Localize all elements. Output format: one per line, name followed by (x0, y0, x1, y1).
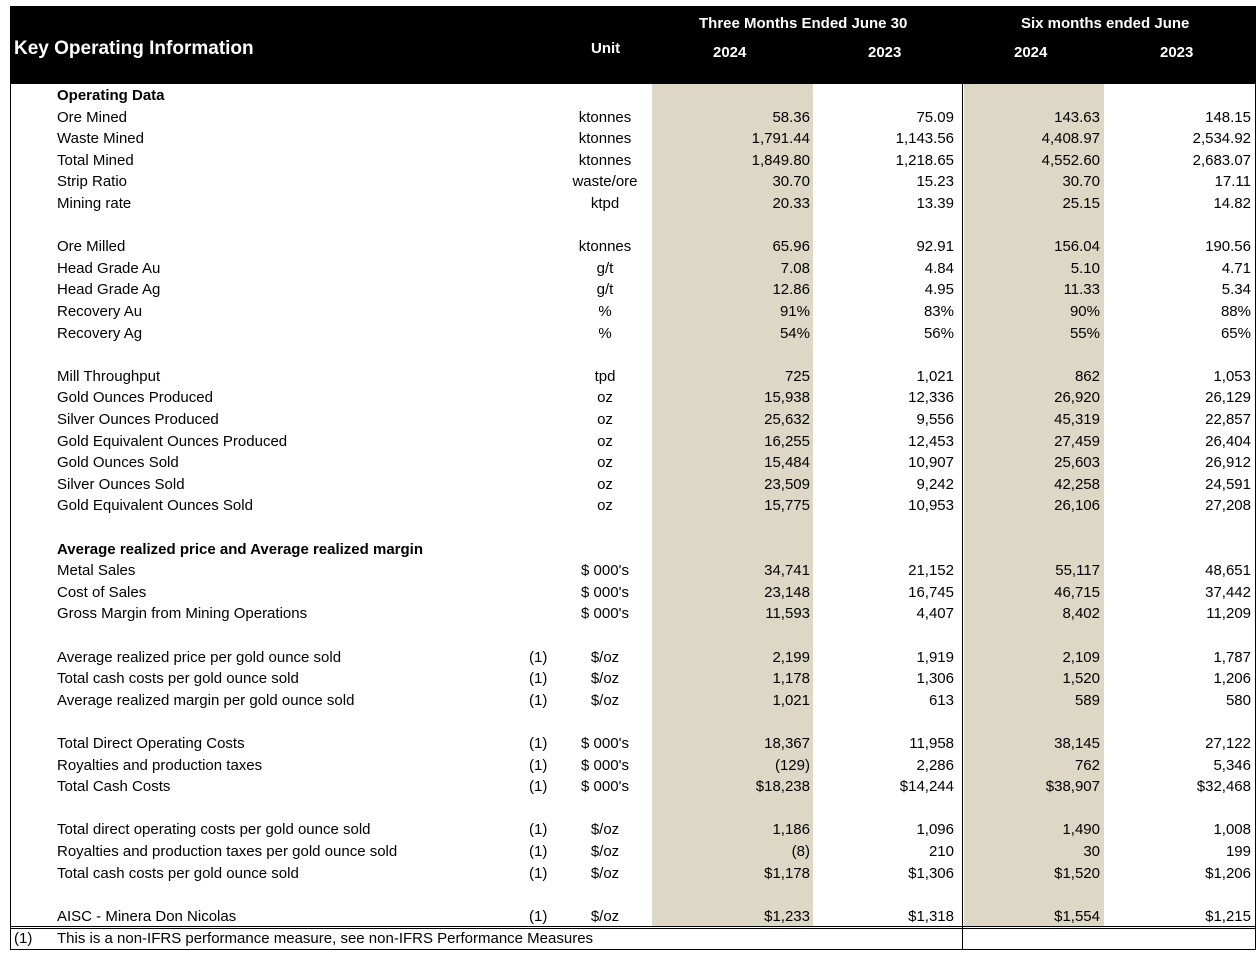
value-h-2023: 65% (1220, 324, 1251, 342)
value-h-2024: 30.70 (1062, 173, 1100, 191)
value-h-2024: 5.10 (1070, 259, 1100, 277)
value-q-2024: 1,849.80 (751, 151, 810, 169)
table-row (0, 366, 1257, 387)
table-row (0, 452, 1257, 473)
row-unit: ktonnes (578, 130, 632, 148)
value-q-2024: 58.36 (772, 108, 810, 126)
row-label: Ore Milled (57, 238, 126, 256)
row-label: Total Cash Costs (57, 778, 171, 796)
value-q-2023: 75.09 (916, 108, 954, 126)
table-row (0, 128, 1257, 149)
row-unit: oz (597, 497, 613, 515)
table-row (0, 560, 1257, 581)
value-h-2024: $38,907 (1045, 778, 1100, 796)
value-q-2023: 1,218.65 (895, 151, 954, 169)
table-row (0, 668, 1257, 689)
value-q-2024: 7.08 (780, 259, 810, 277)
value-q-2023: 92.91 (916, 238, 954, 256)
value-h-2023: 1,206 (1213, 670, 1251, 688)
value-q-2024: 16,255 (764, 432, 810, 450)
value-h-2023: 26,912 (1205, 454, 1251, 472)
value-q-2023: 9,556 (916, 411, 954, 428)
row-label: Gold Ounces Produced (57, 389, 213, 407)
row-footnote-ref: (1) (529, 821, 548, 839)
value-h-2024: 25,603 (1054, 454, 1100, 472)
value-q-2024: 15,484 (764, 454, 810, 472)
value-q-2023: 83% (923, 303, 954, 320)
row-label: Total cash costs per gold ounce sold (57, 864, 299, 882)
row-label: Total Mined (57, 151, 134, 169)
value-q-2023: 613 (928, 691, 954, 709)
row-unit: $/oz (590, 864, 620, 882)
row-unit: oz (597, 432, 613, 450)
value-q-2024: 54% (779, 324, 810, 342)
value-q-2023: 4.95 (924, 281, 954, 299)
row-unit: oz (597, 389, 613, 407)
value-h-2024: $1,554 (1054, 907, 1100, 925)
row-unit: $ 000's (581, 756, 629, 774)
value-q-2024: 11,593 (765, 605, 810, 623)
row-unit: $/oz (590, 648, 620, 666)
row-label: Average realized margin per gold ounce sold (57, 691, 355, 709)
value-h-2024: 8,402 (1062, 605, 1100, 623)
value-h-2024: 45,319 (1054, 411, 1100, 428)
row-unit: $ 000's (581, 778, 629, 796)
table-row (0, 258, 1257, 279)
value-q-2023: 12,336 (908, 389, 954, 407)
value-h-2024: $1,520 (1054, 864, 1100, 882)
unit-column-header: Unit (591, 40, 621, 57)
value-q-2023: 21,152 (908, 562, 954, 580)
row-label: Strip Ratio (57, 173, 128, 191)
row-unit: oz (597, 454, 613, 472)
table-row (0, 409, 1257, 430)
row-label: Ore Mined (57, 108, 128, 126)
table-row (0, 150, 1257, 171)
row-unit: g/t (596, 259, 614, 277)
footnote-marker: (1) (14, 930, 33, 947)
value-h-2023: 27,208 (1205, 497, 1251, 515)
value-h-2024: 1,490 (1062, 821, 1100, 839)
year-header-q-2024: 2024 (713, 44, 747, 61)
value-q-2024: 2,199 (772, 648, 810, 666)
table-row (0, 236, 1257, 257)
value-h-2023: 26,404 (1205, 432, 1251, 450)
value-q-2024: 23,148 (764, 583, 810, 601)
table-row (0, 647, 1257, 668)
row-label: Mining rate (57, 195, 132, 212)
value-h-2024: 11.33 (1063, 281, 1100, 299)
row-label: Total direct operating costs per gold ounce sold (57, 821, 371, 839)
value-h-2023: 11,209 (1206, 605, 1251, 623)
value-q-2023: 2,286 (916, 756, 954, 774)
row-unit: ktonnes (578, 108, 632, 126)
table-row (0, 474, 1257, 495)
row-footnote-ref: (1) (529, 864, 548, 882)
row-footnote-ref: (1) (529, 756, 548, 774)
value-h-2024: 90% (1069, 303, 1100, 320)
value-h-2023: 148.15 (1205, 108, 1251, 126)
table-row (0, 863, 1257, 884)
value-h-2024: 156.04 (1054, 238, 1100, 256)
section-heading: Average realized price and Average realized margin (57, 540, 423, 558)
row-label: Cost of Sales (57, 583, 147, 601)
row-unit: ktonnes (578, 151, 632, 169)
year-header-h-2023: 2023 (1160, 44, 1194, 61)
value-h-2024: 27,459 (1054, 432, 1100, 450)
value-h-2023: 27,122 (1205, 735, 1251, 752)
value-h-2023: 48,651 (1205, 562, 1251, 580)
value-q-2024: 91% (779, 303, 810, 320)
value-q-2023: $14,244 (899, 778, 954, 796)
value-h-2023: 88% (1220, 303, 1251, 320)
value-h-2023: 2,683.07 (1192, 151, 1251, 169)
row-label: Head Grade Au (57, 259, 161, 277)
year-header-q-2023: 2023 (868, 44, 902, 61)
row-unit: $/oz (590, 843, 620, 860)
row-label: Head Grade Ag (57, 281, 161, 299)
three-months-header: Three Months Ended June 30 (699, 15, 908, 32)
section-heading-row (0, 85, 1257, 106)
value-h-2023: 5.34 (1221, 281, 1251, 299)
row-unit: waste/ore (572, 173, 638, 191)
value-q-2023: 56% (923, 324, 954, 342)
row-footnote-ref: (1) (529, 691, 548, 709)
value-h-2023: 199 (1225, 843, 1251, 860)
row-label: Mill Throughput (57, 367, 161, 385)
row-unit: $ 000's (581, 562, 629, 580)
value-q-2024: 30.70 (772, 173, 810, 191)
value-q-2024: 18,367 (764, 735, 810, 752)
value-h-2024: 26,106 (1054, 497, 1100, 515)
value-h-2023: 190.56 (1205, 238, 1251, 256)
table-row (0, 171, 1257, 192)
table-row (0, 841, 1257, 862)
value-q-2023: 1,096 (916, 821, 954, 839)
value-h-2024: 4,552.60 (1041, 151, 1100, 169)
row-label: AISC - Minera Don Nicolas (57, 907, 237, 925)
value-q-2024: 20.33 (772, 195, 810, 212)
table-row (0, 776, 1257, 797)
value-q-2024: 1,021 (772, 691, 810, 709)
row-label: Silver Ounces Sold (57, 475, 185, 493)
year-header-h-2024: 2024 (1014, 44, 1048, 61)
value-q-2023: 1,919 (916, 648, 954, 666)
value-h-2023: 5,346 (1213, 756, 1251, 774)
row-label: Royalties and production taxes (57, 756, 263, 774)
value-h-2023: 14.82 (1213, 195, 1251, 212)
row-label: Gold Ounces Sold (57, 454, 179, 472)
value-h-2024: 143.63 (1054, 108, 1100, 126)
value-q-2024: $1,233 (764, 907, 810, 925)
value-q-2023: 13.39 (916, 195, 954, 212)
value-q-2024: 12.86 (772, 281, 810, 299)
value-q-2023: 11,958 (909, 735, 954, 752)
table-row (0, 906, 1257, 927)
row-unit: $/oz (590, 907, 620, 925)
row-label: Average realized price per gold ounce sold (57, 648, 342, 666)
value-h-2024: 38,145 (1054, 735, 1100, 752)
value-h-2024: 2,109 (1062, 648, 1100, 666)
table-row (0, 495, 1257, 516)
row-unit: $/oz (590, 821, 620, 839)
value-h-2023: 37,442 (1205, 583, 1251, 601)
value-h-2024: 42,258 (1054, 475, 1100, 493)
table-row (0, 301, 1257, 322)
row-unit: oz (597, 411, 613, 428)
value-q-2023: 4,407 (916, 605, 954, 623)
row-label: Recovery Au (57, 303, 143, 320)
value-h-2023: 17.11 (1214, 173, 1251, 191)
row-unit: oz (597, 475, 613, 493)
row-unit: tpd (594, 367, 616, 385)
value-h-2024: 55,117 (1055, 562, 1100, 580)
value-h-2024: 762 (1074, 756, 1100, 774)
row-unit: $/oz (590, 691, 620, 709)
value-q-2024: 65.96 (772, 238, 810, 256)
value-q-2023: $1,306 (908, 864, 954, 882)
value-h-2023: 26,129 (1205, 389, 1251, 407)
table-row (0, 582, 1257, 603)
value-q-2024: 23,509 (764, 475, 810, 493)
value-q-2024: 25,632 (764, 411, 810, 428)
table-title: Key Operating Information (14, 38, 254, 59)
table-row (0, 107, 1257, 128)
value-q-2024: 15,938 (764, 389, 810, 407)
table-row (0, 387, 1257, 408)
value-h-2023: 580 (1225, 691, 1251, 709)
row-footnote-ref: (1) (529, 648, 548, 666)
row-unit: % (598, 303, 612, 320)
value-h-2024: 30 (1083, 843, 1100, 860)
value-q-2023: $1,318 (908, 907, 954, 925)
value-q-2023: 16,745 (908, 583, 954, 601)
value-q-2024: $1,178 (764, 864, 810, 882)
row-unit: g/t (596, 281, 614, 299)
table-row (0, 193, 1257, 214)
value-h-2023: $32,468 (1196, 778, 1251, 796)
value-h-2023: 4.71 (1221, 259, 1251, 277)
value-q-2024: (8) (791, 843, 810, 860)
row-unit: ktpd (590, 195, 620, 212)
value-h-2023: 1,008 (1213, 821, 1251, 839)
row-unit: ktonnes (578, 238, 632, 256)
row-footnote-ref: (1) (529, 778, 548, 796)
row-footnote-ref: (1) (529, 843, 548, 860)
value-h-2024: 26,920 (1054, 389, 1100, 407)
row-label: Gold Equivalent Ounces Sold (57, 497, 253, 515)
row-footnote-ref: (1) (529, 735, 548, 752)
value-h-2024: 55% (1069, 324, 1100, 342)
value-q-2024: 725 (784, 367, 810, 385)
value-h-2024: 4,408.97 (1041, 130, 1100, 148)
value-q-2024: 34,741 (764, 562, 810, 580)
value-q-2023: 1,021 (916, 367, 954, 385)
value-h-2023: $1,206 (1205, 864, 1251, 882)
value-q-2023: 1,306 (916, 670, 954, 688)
value-h-2023: $1,215 (1205, 907, 1251, 925)
value-q-2023: 10,907 (908, 454, 954, 472)
row-label: Metal Sales (57, 562, 136, 580)
value-h-2024: 1,520 (1062, 670, 1100, 688)
row-label: Royalties and production taxes per gold ounce sold (57, 843, 398, 860)
table-row (0, 323, 1257, 344)
value-q-2024: 1,186 (772, 821, 810, 839)
row-unit: % (598, 324, 612, 342)
row-unit: $ 000's (581, 735, 629, 752)
value-h-2023: 1,053 (1213, 367, 1251, 385)
table-row (0, 819, 1257, 840)
value-q-2023: 15.23 (916, 173, 954, 191)
row-label: Gross Margin from Mining Operations (57, 605, 308, 623)
row-footnote-ref: (1) (529, 670, 548, 688)
value-q-2023: 9,242 (916, 475, 954, 493)
row-label: Silver Ounces Produced (57, 411, 219, 428)
value-q-2024: 1,791.44 (751, 130, 810, 148)
table-row (0, 690, 1257, 711)
value-q-2024: (129) (774, 756, 810, 774)
row-label: Total Direct Operating Costs (57, 735, 245, 752)
row-label: Recovery Ag (57, 324, 143, 342)
value-q-2024: 1,178 (772, 670, 810, 688)
section-heading: Operating Data (57, 87, 165, 104)
value-q-2023: 1,143.56 (895, 130, 954, 148)
value-q-2023: 210 (928, 843, 954, 860)
table-header (11, 7, 1255, 84)
value-q-2023: 4.84 (924, 259, 954, 277)
value-h-2023: 24,591 (1205, 475, 1251, 493)
value-q-2023: 12,453 (908, 432, 954, 450)
section-heading-row (0, 539, 1257, 560)
table-row (0, 603, 1257, 624)
value-h-2024: 46,715 (1054, 583, 1100, 601)
value-q-2024: 15,775 (764, 497, 810, 515)
row-unit: $ 000's (581, 605, 629, 623)
row-label: Gold Equivalent Ounces Produced (57, 432, 288, 450)
table-row (0, 755, 1257, 776)
row-label: Total cash costs per gold ounce sold (57, 670, 299, 688)
row-unit: $ 000's (581, 583, 629, 601)
row-label: Waste Mined (57, 130, 144, 148)
value-q-2024: $18,238 (755, 778, 810, 796)
value-h-2024: 25.15 (1062, 195, 1100, 212)
value-h-2023: 2,534.92 (1192, 130, 1251, 148)
value-h-2023: 22,857 (1205, 411, 1251, 428)
value-h-2024: 862 (1074, 367, 1100, 385)
value-q-2023: 10,953 (908, 497, 954, 515)
value-h-2024: 589 (1074, 691, 1100, 709)
row-unit: $/oz (590, 670, 620, 688)
table-row (0, 733, 1257, 754)
footnote-text: This is a non-IFRS performance measure, see non-IFRS Performance Measures (57, 930, 594, 947)
table-row (0, 431, 1257, 452)
table-row (0, 279, 1257, 300)
row-footnote-ref: (1) (529, 907, 548, 925)
six-months-header: Six months ended June (1021, 15, 1190, 32)
value-h-2023: 1,787 (1213, 648, 1251, 666)
